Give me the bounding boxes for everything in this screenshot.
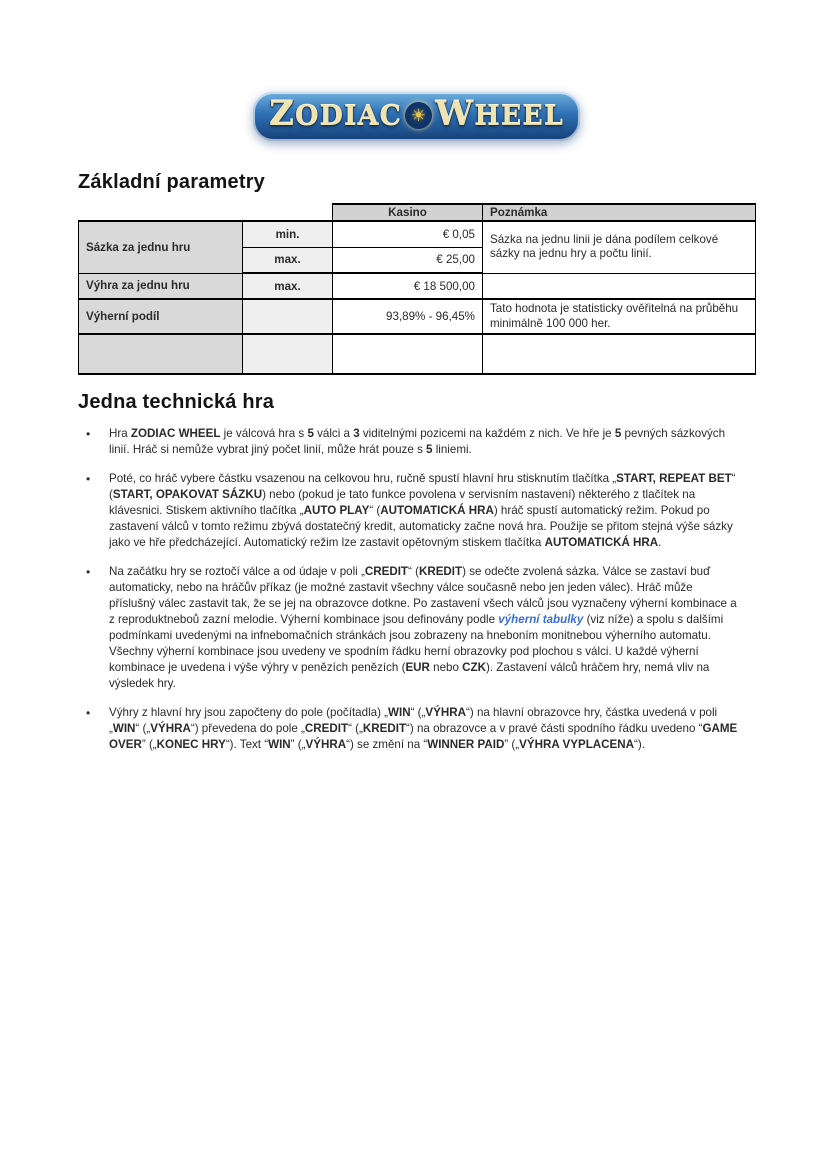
text-run: VÝHRA bbox=[305, 738, 347, 751]
text-run: “) na obrazovce a v pravé části spodního řádku uvedeno “ bbox=[406, 722, 703, 735]
text-run: . bbox=[658, 536, 662, 549]
basic-parameters-title: Základní parametry bbox=[78, 171, 266, 193]
text-run: ). Zastavení válců hráčem hry, nemá vliv na výsledek hry. bbox=[109, 661, 710, 690]
text-run: AUTOMATICKÁ HRA bbox=[544, 536, 659, 549]
table-header-spacer bbox=[79, 204, 333, 221]
logo-word-wheel: WHEEL bbox=[435, 94, 564, 134]
text-run: pevných sázkových linií. Hráč si nemůže vybrat jiný počet linií, může hrát pouze s bbox=[109, 427, 726, 456]
text-run: AUTOMATICKÁ HRA bbox=[380, 504, 494, 517]
sun-glyph: ☀ bbox=[410, 106, 427, 125]
bullet-item-game-description bbox=[78, 426, 738, 458]
text-run: WIN bbox=[112, 722, 136, 735]
param-key-podil bbox=[243, 299, 333, 334]
document-page bbox=[78, 0, 755, 766]
text-run: ZODIAC WHEEL bbox=[130, 427, 221, 440]
text-run: Hra bbox=[109, 427, 131, 440]
param-key-empty bbox=[243, 334, 333, 374]
text-run: nebo bbox=[429, 661, 463, 674]
row-label-vyhra: Výhra za jednu hru bbox=[79, 273, 243, 299]
param-value-min-bet: € 0,05 bbox=[333, 221, 483, 247]
text-run: je válcová hra s bbox=[220, 427, 308, 440]
bullet-text bbox=[109, 427, 725, 456]
bullet-item-start-autoplay bbox=[78, 471, 738, 551]
param-value-rtp: 93,89% - 96,45% bbox=[333, 299, 483, 334]
bullet-marker: • bbox=[86, 706, 91, 720]
zodiac-wheel-logo bbox=[253, 92, 580, 141]
text-run: KREDIT bbox=[362, 722, 407, 735]
row-label-empty bbox=[79, 334, 243, 374]
text-run: “ ( bbox=[369, 504, 381, 517]
param-note-vyhra bbox=[483, 273, 756, 299]
bullet-marker: • bbox=[86, 472, 91, 486]
text-run: “ ( bbox=[109, 472, 736, 501]
text-run: “ („ bbox=[348, 722, 363, 735]
text-run: válci a bbox=[313, 427, 354, 440]
text-run: KREDIT bbox=[418, 565, 463, 578]
text-run: ) hráč spustí automatický režim. Pokud po zastavení válců v tomto režimu zbývá dostatečný kredit, automaticky začne nová hra. Použije se přitom stejná výše sázky jako ve hře předcházející. Automatický režim lze zastavit opětovným stiskem tlačítka bbox=[109, 504, 733, 549]
text-run: Poté, co hráč vybere částku vsazenou na celkovou hru, ručně spustí hlavní hru stisknutím tlačítka „ bbox=[109, 472, 617, 485]
text-run: “) se změní na “ bbox=[346, 738, 428, 751]
text-run: “). bbox=[634, 738, 645, 751]
text-run: KONEC HRY bbox=[156, 738, 226, 751]
table-row-empty bbox=[79, 334, 756, 374]
text-run: liniemi. bbox=[432, 443, 472, 456]
text-run: Na začátku hry se roztočí válce a od údaje v poli „ bbox=[109, 565, 365, 578]
logo-word-zodiac: ZODIAC bbox=[269, 94, 402, 134]
technical-game-bullet-list bbox=[78, 426, 738, 753]
text-run: START, REPEAT BET bbox=[616, 472, 732, 485]
text-run: WIN bbox=[268, 738, 291, 751]
text-run: VÝHRA bbox=[425, 706, 466, 719]
bullet-item-win-payout bbox=[78, 705, 738, 753]
text-run: viditelnými pozicemi na každém z nich. Ve hře je bbox=[359, 427, 615, 440]
text-run: 3 bbox=[353, 427, 360, 440]
text-run: “) na hlavní obrazovce hry, částka uvedená v poli „ bbox=[109, 706, 718, 735]
text-run: ” („ bbox=[504, 738, 520, 751]
text-run: 5 bbox=[426, 443, 433, 456]
bullet-text bbox=[109, 706, 737, 751]
text-run: ” („ bbox=[290, 738, 306, 751]
text-run: 5 bbox=[614, 427, 622, 440]
technical-game-title: Jedna technická hra bbox=[78, 391, 275, 413]
row-label-sazka: Sázka za jednu hru bbox=[79, 221, 243, 273]
bullet-item-reels-credit bbox=[78, 564, 738, 692]
text-run: (viz níže) a spolu s dalšími podmínkami uvedenými na infnebomačních stránkách jsou zobrazeny na hneboním monitnebou výherního automatu. Všechny výherní kombinace jsou uvedeny ve spodním řádku herní obrazovky pod plochou s válci. U každé výherní kombinace je uvedena i výše výhry v penězích penězích ( bbox=[109, 613, 724, 674]
text-run: 5 bbox=[307, 427, 314, 440]
param-key-min: min. bbox=[243, 221, 333, 247]
table-header-row bbox=[79, 204, 756, 221]
param-note-empty bbox=[483, 334, 756, 374]
text-run: “ („ bbox=[410, 706, 426, 719]
text-run: ” („ bbox=[141, 738, 157, 751]
table-row bbox=[79, 299, 756, 334]
bullet-marker: • bbox=[86, 565, 91, 579]
text-run: “). Text “ bbox=[225, 738, 269, 751]
text-run: CREDIT bbox=[304, 722, 349, 735]
text-run: “ ( bbox=[408, 565, 419, 578]
bullet-marker: • bbox=[86, 427, 91, 441]
logo-container bbox=[78, 92, 755, 141]
text-run: ) se odečte zvolená sázka. Válce se zastaví buď automaticky, nebo na hráčův příkaz (je možné zastavit všechny válce současně nebo jen jeden válec). Hráč může příslušný válec zastavit tak, že se jej na obrazovce dotkne. Po zastavení všech válců jsou vyznačeny výherní kombinace a z reproduktneboů zazní melodie. Výherní kombinace jsou definovány podle bbox=[109, 565, 737, 626]
param-note-sazka: Sázka na jednu linii je dána podílem celkové sázky na jednu hry a počtu linií. bbox=[483, 221, 756, 273]
text-run: CZK bbox=[462, 661, 486, 674]
sun-icon bbox=[405, 102, 432, 129]
payout-table-link[interactable]: výherní tabulky bbox=[498, 613, 584, 626]
bullet-text bbox=[109, 472, 736, 549]
bullet-text bbox=[109, 565, 737, 690]
param-value-max-win: € 18 500,00 bbox=[333, 273, 483, 299]
param-key-max: max. bbox=[243, 247, 333, 273]
param-note-rtp: Tato hodnota je statisticky ověřitelná na průběhu minimálně 100 000 her. bbox=[483, 299, 756, 334]
param-value-empty bbox=[333, 334, 483, 374]
text-run: Výhry z hlavní hry jsou započteny do pole (počítadla) „ bbox=[109, 706, 389, 719]
param-value-max-bet: € 25,00 bbox=[333, 247, 483, 273]
text-run: VÝHRA bbox=[150, 722, 191, 735]
text-run: EUR bbox=[405, 661, 430, 674]
basic-parameters-table bbox=[78, 203, 756, 375]
column-header-poznamka: Poznámka bbox=[483, 204, 756, 221]
text-run: AUTO PLAY bbox=[303, 504, 370, 517]
text-run: CREDIT bbox=[364, 565, 408, 578]
table-row bbox=[79, 273, 756, 299]
table-row bbox=[79, 221, 756, 247]
column-header-kasino: Kasino bbox=[333, 204, 483, 221]
text-run: WINNER PAID bbox=[427, 738, 505, 751]
text-run: GAME OVER bbox=[109, 722, 738, 751]
text-run: WIN bbox=[388, 706, 411, 719]
text-run: VÝHRA VYPLACENA bbox=[519, 738, 635, 751]
param-key-max-win: max. bbox=[243, 273, 333, 299]
text-run: START, OPAKOVAT SÁZKU bbox=[112, 488, 263, 501]
text-run: ) nebo (pokud je tato funkce povolena v servisním nastavení) některého z tlačítek na klávesnici. Stiskem aktivního tlačítka „ bbox=[109, 488, 696, 517]
text-run: “) převedena do pole „ bbox=[190, 722, 305, 735]
text-run: “ („ bbox=[135, 722, 151, 735]
row-label-podil: Výherní podíl bbox=[79, 299, 243, 334]
